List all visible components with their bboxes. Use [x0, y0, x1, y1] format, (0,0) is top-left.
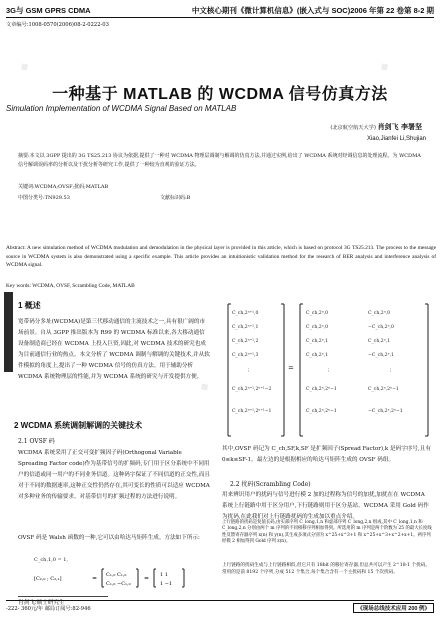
section-1-heading: 1 概述: [18, 301, 41, 310]
svg-text:C_ch,2ⁿ,1: C_ch,2ⁿ,1: [306, 339, 329, 344]
svg-text:C_ch,2ⁿ,1: C_ch,2ⁿ,1: [306, 353, 329, 358]
svg-text:C_ch,2ⁿ⁺¹,2ⁿ⁺¹−1: C_ch,2ⁿ⁺¹,2ⁿ⁺¹−1: [232, 409, 272, 414]
scrambling-body-3: 上行链路的扰码生成与上行链路相似,但它只有 18bit 的移位寄存器,但总共可以产生 2^18-1 个扰码。常用的是前 8192 个序列,分成 512 个集合,每个集合含有一个主扰码和 15 个次扰码。: [222, 563, 430, 575]
svg-text:C_ch,2ⁿ⁺¹,1: C_ch,2ⁿ⁺¹,1: [232, 325, 259, 330]
footnote: 肖剑飞:硕士研究生: [18, 600, 65, 606]
ovsf-matrix-figure: [222, 300, 434, 440]
svg-text:[C₂,₀ ; C₂,₁]: [C₂,₀ ; C₂,₁]: [34, 576, 62, 582]
svg-text:C₁,₀ C₁,₀: C₁,₀ C₁,₀: [106, 572, 127, 578]
watermark: ◆: [197, 378, 212, 395]
hadamard-equation: [34, 566, 209, 590]
abstract-en: Abstract: A new simulation method of WCDMA modulation and demodulation in the physical layer is provided in this article, which is based on protocol 3G TS25.213. The process to the message source in WCDMA system is also demonstrated using a specific example. This article provides an intuitionistic validation method for the research of BER analysis and interference analysis of WCDMA signal.: [6, 245, 436, 269]
svg-text:C_ch,2ⁿ⁺¹,3: C_ch,2ⁿ⁺¹,3: [232, 353, 259, 358]
svg-text:C_ch,2ⁿ,1: C_ch,2ⁿ,1: [368, 339, 391, 344]
affiliation: (北京航空航天大学): [330, 125, 376, 131]
svg-text:C_ch,2ⁿ⁺¹,0: C_ch,2ⁿ⁺¹,0: [232, 311, 259, 316]
document-code: 文献标识码:B: [160, 195, 191, 201]
clc-number: 中图分类号:TN929.53: [18, 195, 70, 201]
svg-text:C_ch,2ⁿ,0: C_ch,2ⁿ,0: [306, 311, 329, 316]
equation-1: C_ch,1,0 = 1,: [34, 557, 69, 563]
side-strip: [4, 292, 13, 372]
section-2-heading: 2 WCDMA 系统调制解调的关键技术: [14, 421, 143, 430]
svg-text:⋮: ⋮: [388, 369, 393, 374]
section-2-1-body: WCDMA 系统采用了正交可变扩频因子码(Orthogonal Variable Spreading Factor code)作为基带信号的扩频码,专门用于区分系统中不同用户的信道或同一用户的不同业务信道。这种码字保证了不同信道的正交性,而且对于不同的数据速率,这种正交性仍然存在,其可变长的性质可以适应 WCDMA 对多种业务的传输要求。对基带信号的扩频过程的方法进行说明。: [18, 450, 210, 500]
section-1-body: 宽带码分多址(WCDMA)是第三代移动通信的主流技术之一,具有很广阔的市场前景。自从 3GPP 推出版本为 R99 的 WCDMA 标准以来,各大移动通信设备制造商已经在 WCDMA 上投入巨资,因此,对 WCDMA 技术的研究也成为目前通信行业的热点。本文分析了 WCDMA 调制与解调的关键技术,并从软件模拟的角度上,提出了一种 WCDMA 信号的仿真方法。用于辅助分析 WCDMA 系统物理层的性能,并为 WCDMA 系统的研究与开发提供方便。: [18, 319, 210, 380]
svg-text:C_ch,2ⁿ,2ⁿ−1: C_ch,2ⁿ,2ⁿ−1: [306, 387, 337, 392]
keywords-en: Key words: WCDMA, OVSF, Scrambling Code, MATLAB: [6, 283, 135, 289]
svg-text:C₁,₀ −C₁,₀: C₁,₀ −C₁,₀: [106, 581, 131, 587]
svg-text:=: =: [92, 575, 98, 582]
journal-footer: [6, 602, 434, 614]
abstract-cn: 摘要:本文以 3GPP 提出的 3G TS25.213 协议为依据,提供了一种对 WCDMA 物理层调制与解调的仿真方法,并通过实例,给出了 WCDMA 系统对经调信息的处理流程。为 WCDMA 信号解调误码率的分析以及干扰分析等研究工作,提供了一种较为直观的验证方法。: [18, 153, 421, 169]
svg-text:⋮: ⋮: [246, 369, 251, 374]
svg-text:1 −1: 1 −1: [160, 581, 173, 587]
authors-cn: 肖剑飞 李署坚: [377, 122, 422, 131]
scrambling-body-2: 上行链路的扰码是复值长码,由实部序列 C_long,1,n 和虚部序列 C_long,2,n 组成,其中 C_long,1,n 和 C_long,2,n 分别由两个 m 序列的不同相移序列相加得到。所选用的 m 序列是两个阶数为 25 的最大长度线性反馈寄存器序列 x(n) 和 y(n),其生成多项式分别为 x^25+x^3+1 和 x^25+x^3+x^2+x+1。两序列经模 2 相加得到 Gold 序列 z(n)。: [222, 520, 432, 545]
keywords-cn: 关键词:WCDMA;OVSF;扰码;MATLAB: [18, 184, 109, 190]
subsection-2-2: 2.2 扰码(Scrambling Code): [230, 481, 311, 488]
footer-badge: 《现场总线技术应用 200 例》: [353, 603, 434, 613]
svg-text:C_ch,2ⁿ,0: C_ch,2ⁿ,0: [368, 311, 391, 316]
section-2-1-body-2: OVSF 码是 Walsh 函数的一种,它可以由哈达马矩阵生成。方法如下所示:: [18, 535, 200, 541]
header-left: 3G与 GSM GPRS CDMA: [6, 5, 91, 15]
svg-text:1 1: 1 1: [160, 572, 168, 578]
svg-text:−C_ch,2ⁿ,1: −C_ch,2ⁿ,1: [368, 353, 394, 358]
ovsf-explanation: 其中,OVSF 码记为 C_ch,SF,k,SF 是扩频因子(Spread Factor),k 是码字序号,且有 0≤k≤SF-1。最左边的是根据相应的哈达马矩阵生成的 OVSF 码组。: [222, 446, 431, 463]
svg-text:⋮: ⋮: [326, 369, 331, 374]
svg-text:=: =: [144, 575, 150, 582]
affiliation-line: [330, 122, 422, 132]
svg-text:=: =: [288, 364, 294, 372]
header-right: 中文核心期刊《微计算机信息》(嵌入式与 SOC)2006 年第 22 卷第 8-2 期: [191, 5, 434, 15]
svg-text:C_ch,2ⁿ⁺¹,2: C_ch,2ⁿ⁺¹,2: [232, 339, 259, 344]
authors-en: Xiao,Jianfei Li,Shujian: [366, 136, 426, 142]
title-cn: 一种基于 MATLAB 的 WCDMA 信号仿真方法: [52, 86, 388, 103]
watermark: ◆: [377, 58, 392, 75]
svg-text:C_ch,2ⁿ,0: C_ch,2ⁿ,0: [306, 325, 329, 330]
footnote-rule: [18, 596, 108, 597]
journal-header: [6, 3, 434, 17]
scrambling-body-1: 用来辨识用户的扰码与信号进行模 2 加的过程称为信号的加扰,加扰在在 WCDMA 系统上行链路中用于区分用户,下行链路则用于区分基站。WCDMA 采用 Gold 码作为扰码,在此我们对上行链路扰码的生成加以重点介绍。: [222, 492, 429, 520]
svg-text:C_ch,2ⁿ⁺¹,2ⁿ⁺¹−2: C_ch,2ⁿ⁺¹,2ⁿ⁺¹−2: [232, 387, 272, 392]
svg-text:−C_ch,2ⁿ,2ⁿ−1: −C_ch,2ⁿ,2ⁿ−1: [368, 409, 403, 414]
subsection-2-1: 2.1 OVSF 码: [18, 438, 55, 445]
article-number: 文章编号:1008-0570(2006)08-2-0222-03: [6, 22, 109, 28]
svg-text:−C_ch,2ⁿ,0: −C_ch,2ⁿ,0: [368, 325, 394, 330]
footer-rule: [6, 600, 434, 601]
title-en: Simulation Implementation of WCDMA Signal Based on MATLAB: [6, 104, 237, 113]
svg-text:C_ch,2ⁿ,2ⁿ−1: C_ch,2ⁿ,2ⁿ−1: [306, 409, 337, 414]
svg-text:C_ch,2ⁿ,2ⁿ−1: C_ch,2ⁿ,2ⁿ−1: [368, 387, 399, 392]
footer-left: -222- 360元/年 邮局订阅号:82-946: [6, 605, 91, 612]
watermark: ◆: [17, 58, 32, 75]
header-rule: [6, 17, 434, 18]
